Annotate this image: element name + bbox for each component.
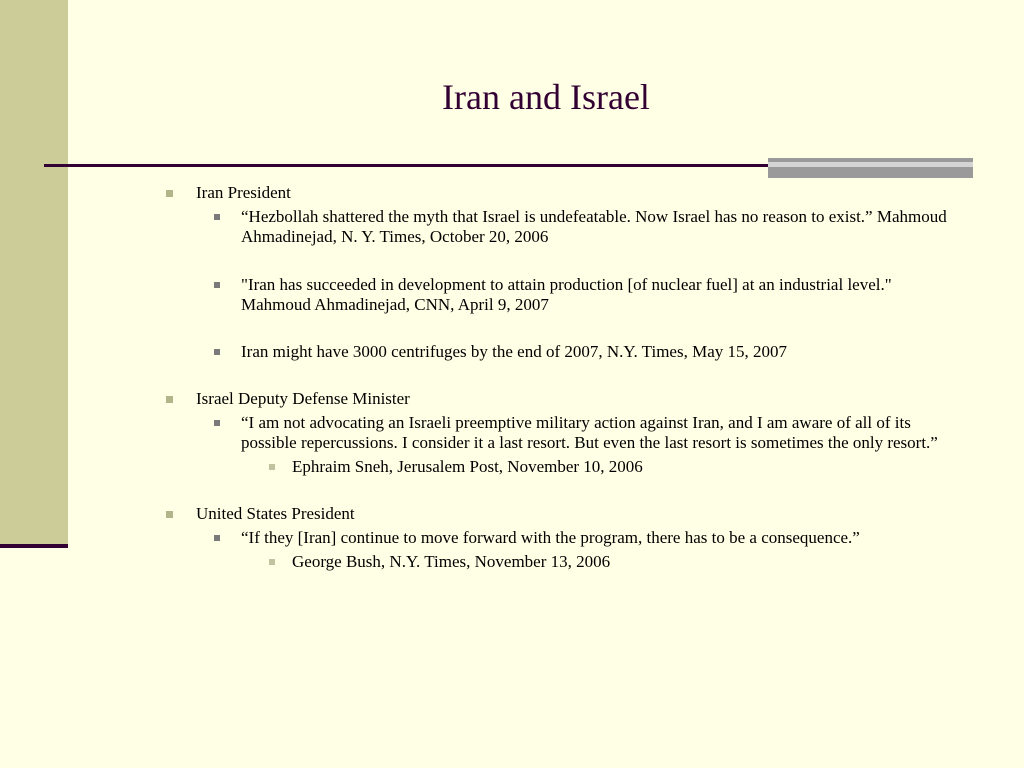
source-bush: George Bush, N.Y. Times, November 13, 2006 xyxy=(292,552,964,572)
title-decorative-bar xyxy=(768,158,973,178)
left-decorative-band xyxy=(0,0,68,548)
sub-bullet-centrifuges: Iran might have 3000 centrifuges by the end of 2007, N.Y. Times, May 15, 2007 xyxy=(241,342,964,362)
source-sneh: Ephraim Sneh, Jerusalem Post, November 10, 2006 xyxy=(292,457,964,477)
bullet-united-states-president: United States President xyxy=(164,504,964,524)
sub-bullet-hezbollah-quote: “Hezbollah shattered the myth that Israel is undefeatable. Now Israel has no reason to exist.” Mahmoud Ahmadinejad, N. Y. Times, October 20, 2006 xyxy=(241,207,964,247)
left-decorative-rule xyxy=(0,544,68,548)
slide-title: Iran and Israel xyxy=(442,77,650,117)
bullet-israel-deputy-defense-minister: Israel Deputy Defense Minister xyxy=(164,389,964,409)
bullet-iran-president: Iran President xyxy=(164,183,964,203)
title-underline-rule xyxy=(44,164,772,167)
sub-bullet-nuclear-fuel-quote: "Iran has succeeded in development to attain production [of nuclear fuel] at an industrial level." Mahmoud Ahmadinejad, CNN, April 9, 2007 xyxy=(241,275,964,315)
slide-body xyxy=(164,183,964,572)
sub-bullet-last-resort-quote: “I am not advocating an Israeli preemptive military action against Iran, and I am aware of all of its possible repercussions. I consider it a last resort. But even the last resort is sometimes the only resort.” xyxy=(241,413,964,453)
sub-bullet-consequence-quote: “If they [Iran] continue to move forward with the program, there has to be a consequence.” xyxy=(241,528,964,548)
